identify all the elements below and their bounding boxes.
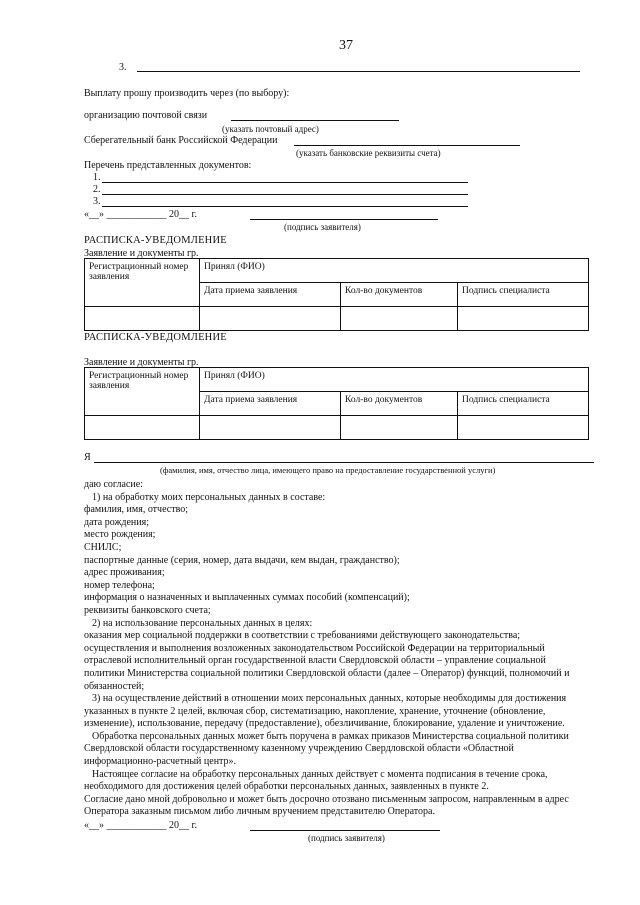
bank-details-line	[294, 145, 520, 146]
receipt-1-col-count: Кол-во документов	[341, 283, 458, 307]
consent-line: Согласие дано мной добровольно и может быть досрочно отозвано письменным запросом, направленным в адрес	[84, 793, 569, 805]
doc-item-2: 2.	[93, 184, 101, 195]
doc-line-1	[102, 182, 468, 183]
consent-body	[84, 479, 604, 819]
receipt-2-cell-sign	[458, 416, 589, 440]
docs-header: Перечень представленных документов:	[84, 160, 252, 171]
receipt-1-title: РАСПИСКА-УВЕДОМЛЕНИЕ	[84, 235, 227, 246]
consent-ya: Я	[84, 452, 91, 463]
doc-line-2	[102, 194, 468, 195]
payment-header: Выплату прошу производить через (по выбору):	[84, 88, 290, 99]
doc-item-1: 1.	[93, 172, 101, 183]
receipt-2-accepted-header: Принял (ФИО)	[200, 368, 589, 392]
consent-line: Настоящее согласие на обработку персональных данных действует с момента подписания в течение срока,	[92, 768, 548, 780]
bank-label: Сберегательный банк Российской Федерации	[84, 135, 278, 146]
receipt-1-table	[84, 258, 589, 331]
bank-caption: (указать банковские реквизиты счета)	[296, 148, 441, 158]
receipt-2-table	[84, 367, 589, 440]
doc-item-3: 3.	[93, 196, 101, 207]
page-number: 37	[339, 38, 353, 53]
receipt-1-cell-reg	[85, 307, 200, 331]
receipt-2-col-date: Дата приема заявления	[200, 392, 341, 416]
consent-line: фамилия, имя, отчество;	[84, 504, 189, 516]
receipt-1-col-date: Дата приема заявления	[200, 283, 341, 307]
consent-line: необходимого для достижения целей обработки персональных данных, заявленных в пункте 2.	[84, 781, 489, 793]
consent-line: реквизиты банковского счета;	[84, 604, 211, 616]
signature-caption: (подпись заявителя)	[284, 222, 361, 232]
signature-line	[250, 219, 438, 220]
consent-line: 3) на осуществление действий в отношении моих персональных данных, которые необходимы для достижения	[92, 693, 567, 705]
postal-caption: (указать почтовый адрес)	[222, 124, 319, 134]
receipt-2-cell-reg	[85, 416, 200, 440]
consent-line: даю согласие:	[84, 479, 143, 490]
consent-line: информация о назначенных и выплаченных суммах пособий (компенсаций);	[84, 592, 410, 604]
receipt-1-col-sign: Подпись специалиста	[458, 283, 589, 307]
receipt-1-reg-number-header: Регистрационный номер заявления	[85, 259, 200, 307]
receipt-1-accepted-header: Принял (ФИО)	[200, 259, 589, 283]
consent-line: место рождения;	[84, 529, 156, 541]
item-3-line	[137, 71, 580, 72]
consent-line: Свердловской области государственному казенному учреждению Свердловской области «Областной	[84, 743, 514, 755]
consent-date-line: «__» ____________ 20__ г.	[84, 820, 197, 831]
consent-line: указанных в пункте 2 целей, включая сбор, систематизацию, накопление, хранение, уточнение (обновление,	[84, 705, 546, 717]
consent-line: адрес проживания;	[84, 567, 165, 579]
consent-line: паспортные данные (серия, номер, дата выдачи, кем выдан, гражданство);	[84, 554, 400, 566]
consent-fio-caption: (фамилия, имя, отчество лица, имеющего право на предоставление государственной услуги)	[160, 465, 496, 475]
consent-fio-line	[94, 462, 594, 463]
receipt-2-reg-number-header: Регистрационный номер заявления	[85, 368, 200, 416]
consent-line: политики Министерства социальной политики Свердловской области (далее – Оператор) функций, полномочий и	[84, 667, 570, 679]
consent-signature-caption: (подпись заявителя)	[308, 833, 385, 843]
consent-signature-line	[250, 830, 440, 831]
postal-address-line	[231, 120, 399, 121]
consent-line: осуществления и выполнения возложенных законодательством Российской Федерации на территориальный	[84, 642, 545, 654]
receipt-2-cell-date	[200, 416, 341, 440]
receipt-2-title: РАСПИСКА-УВЕДОМЛЕНИЕ	[84, 332, 227, 343]
receipt-1-cell-count	[341, 307, 458, 331]
consent-line: дата рождения;	[84, 516, 149, 528]
consent-line: информационно-расчетный центр».	[84, 756, 237, 768]
consent-line: 2) на использование персональных данных в целях:	[92, 617, 313, 629]
item-3-label: 3.	[119, 62, 127, 73]
consent-line: СНИЛС;	[84, 541, 122, 553]
consent-line: номер телефона;	[84, 579, 155, 591]
receipt-1-line-label: Заявление и документы гр.	[84, 248, 199, 259]
consent-line: оказания мер социальной поддержки в соответствии с требованиями действующего законодательства;	[84, 630, 521, 642]
receipt-1-cell-sign	[458, 307, 589, 331]
receipt-2-line-label: Заявление и документы гр.	[84, 357, 199, 368]
receipt-2-cell-count	[341, 416, 458, 440]
consent-line: изменение), использование, передачу (предоставление), обезличивание, блокирование, удаление и уничтожение.	[84, 718, 565, 730]
doc-line-3	[102, 206, 468, 207]
receipt-1-cell-date	[200, 307, 341, 331]
postal-org-label: организацию почтовой связи	[84, 110, 208, 121]
consent-line: обязанностей;	[84, 680, 145, 692]
consent-line: Обработка персональных данных может быть поручена в рамках приказов Министерства социальной политики	[92, 730, 569, 742]
receipt-2-col-count: Кол-во документов	[341, 392, 458, 416]
receipt-2-col-sign: Подпись специалиста	[458, 392, 589, 416]
consent-line: 1) на обработку моих персональных данных в составе:	[92, 491, 326, 503]
consent-line: Оператора заказным письмом либо личным вручением представителю Оператора.	[84, 806, 435, 818]
date-line: «__» ____________ 20__ г.	[84, 209, 197, 220]
consent-line: отраслевой исполнительный орган государственной власти Свердловской области – управление социальной	[84, 655, 546, 667]
